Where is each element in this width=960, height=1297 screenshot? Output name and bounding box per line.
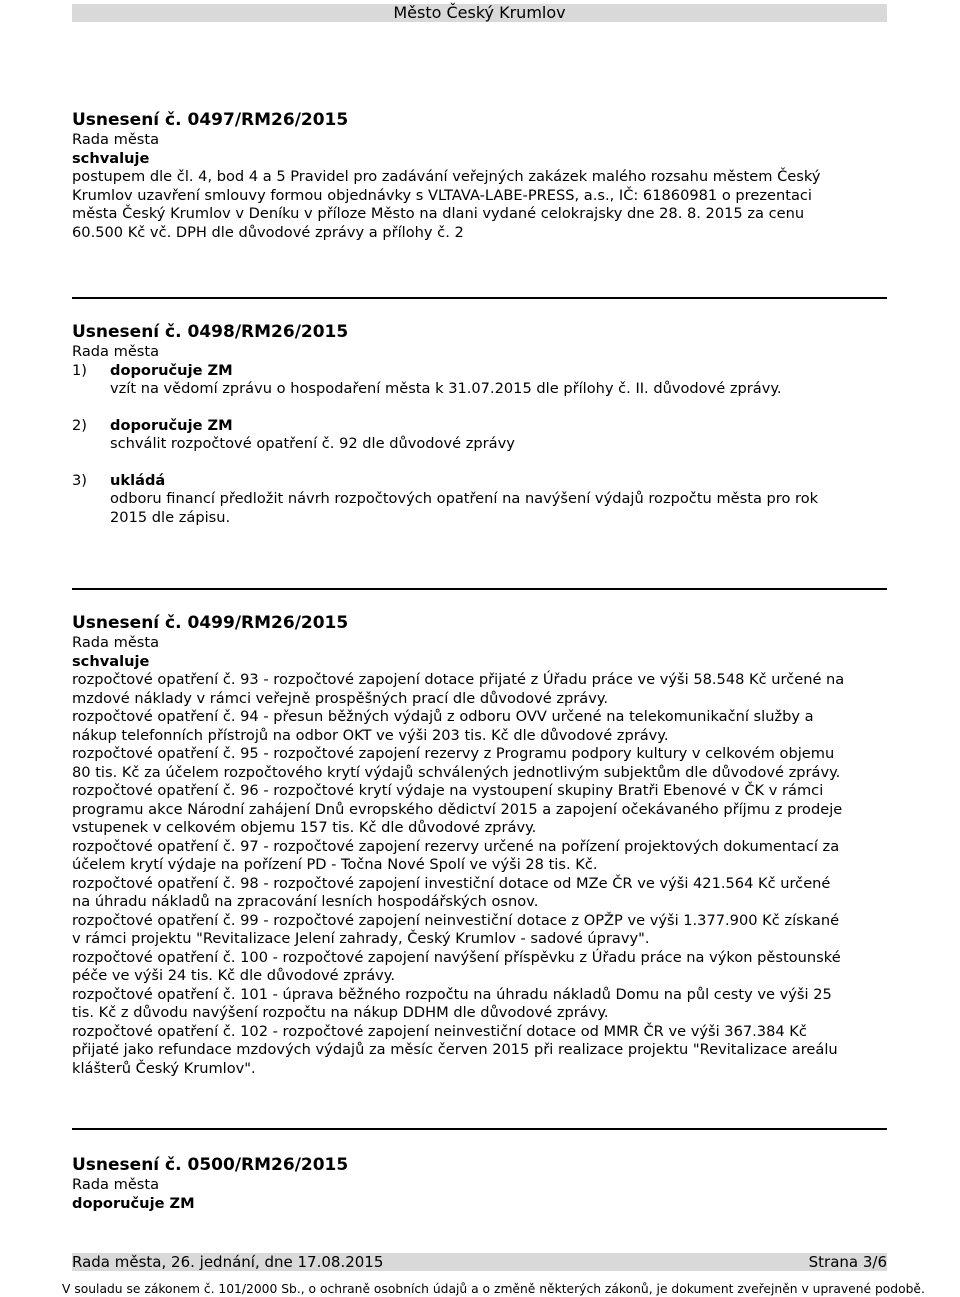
text-line: města Český Krumlov v Deníku v příloze Město na dlani vydané celokrajsky dne 28. 8. 2015 za cenu (72, 205, 805, 222)
resolution-number: Usnesení č. 0500/RM26/2015 (72, 1155, 349, 1175)
separator (72, 588, 887, 590)
resolution-verb: schvaluje (72, 652, 150, 670)
text-line: 80 tis. Kč za účelem rozpočtového krytí výdajů schválených jednotlivým subjektům dle důvodové zprávy. (72, 763, 841, 781)
resolution-item (72, 362, 887, 399)
text-line: vstupenek v celkovém objemu 157 tis. Kč dle důvodové zprávy. (72, 819, 537, 836)
separator (72, 1128, 887, 1130)
resolution-verb: doporučuje ZM (72, 1194, 195, 1212)
resolution-number: Usnesení č. 0499/RM26/2015 (72, 613, 349, 633)
text-line: rozpočtové opatření č. 102 - rozpočtové zapojení neinvestiční dotace od MMR ČR ve výši 367.384 Kč (72, 1022, 807, 1040)
text-line: rozpočtové opatření č. 99 - rozpočtové zapojení neinvestiční dotace z OPŽP ve výši 1.377.900 Kč získané (72, 911, 840, 929)
footer-meeting-info: Rada města, 26. jednání, dne 17.08.2015 (72, 1253, 384, 1271)
privacy-footnote: V souladu se zákonem č. 101/2000 Sb., o ochraně osobních údajů a o změně některých zákonů, je dokument zveřejněn v upravené podobě. (62, 1282, 925, 1296)
text-line: rozpočtové opatření č. 94 - přesun běžných výdajů z odboru OVV určené na telekomunikační služby a (72, 708, 814, 725)
item-number: 1) (72, 361, 87, 379)
resolution-body: Rada města (72, 131, 160, 148)
resolution-verb: schvaluje (72, 149, 150, 167)
item-verb: doporučuje ZM (110, 416, 233, 434)
text-line: nákup telefonních přístrojů na odbor OKT ve výši 203 tis. Kč dle důvodové zprávy. (72, 726, 669, 744)
resolution-0498 (72, 322, 887, 527)
text-line: přijaté jako refundace mzdových výdajů za měsíc červen 2015 při realizace projektu "Revitalizace areálu (72, 1041, 838, 1058)
item-text: 2015 dle zápisu. (110, 508, 231, 526)
text-line: péče ve výši 24 tis. Kč dle důvodové zprávy. (72, 967, 395, 984)
resolution-body: Rada města (72, 1176, 160, 1193)
text-line: rozpočtové opatření č. 93 - rozpočtové zapojení dotace přijaté z Úřadu práce ve výši 58.548 Kč určené na (72, 671, 845, 688)
text-line: na úhradu nákladů na zpracování lesních hospodářských osnov. (72, 893, 539, 910)
text-line: postupem dle čl. 4, bod 4 a 5 Pravidel pro zadávání veřejných zakázek malého rozsahu městem Český (72, 168, 821, 185)
text-line: účelem krytí výdaje na pořízení PD - Točna Nové Spolí ve výši 28 tis. Kč. (72, 856, 598, 873)
text-line: v rámci projektu "Revitalizace Jelení zahrady, Český Krumlov - sadové úpravy". (72, 930, 650, 947)
text-line: rozpočtové opatření č. 95 - rozpočtové zapojení rezervy z Programu podpory kultury v celkovém objemu (72, 745, 835, 762)
text-line: rozpočtové opatření č. 100 - rozpočtové zapojení navýšení příspěvku z Úřadu práce na výkon pěstounské (72, 948, 841, 966)
text-line: tis. Kč z důvodu navýšení rozpočtu na nákup DDHM dle důvodové zprávy. (72, 1004, 609, 1021)
separator (72, 297, 887, 299)
text-line: klášterů Český Krumlov". (72, 1059, 256, 1077)
item-text: vzít na vědomí zprávu o hospodaření města k 31.07.2015 dle přílohy č. II. důvodové zprávy. (110, 380, 782, 397)
text-line: rozpočtové opatření č. 98 - rozpočtové zapojení investiční dotace od MZe ČR ve výši 421.564 Kč určené (72, 874, 831, 892)
resolution-0500 (72, 1155, 887, 1213)
resolution-number: Usnesení č. 0498/RM26/2015 (72, 322, 349, 342)
resolution-0497 (72, 110, 887, 242)
text-line: rozpočtové opatření č. 101 - úprava běžného rozpočtu na úhradu nákladů Domu na půl cesty ve výši 25 (72, 985, 832, 1003)
resolution-text (72, 671, 887, 1078)
text-line: rozpočtové opatření č. 96 - rozpočtové krytí výdaje na vystoupení skupiny Bratři Ebenové v ČK v rámci (72, 782, 824, 799)
text-line: mzdové náklady v rámci veřejně prospěšných prací dle důvodové zprávy. (72, 689, 609, 707)
item-verb: doporučuje ZM (110, 361, 233, 379)
item-number: 3) (72, 471, 87, 489)
resolution-0499 (72, 613, 887, 1078)
text-line: rozpočtové opatření č. 97 - rozpočtové zapojení rezervy určené na pořízení projektových dokumentací za (72, 837, 840, 855)
text-line: Krumlov uzavření smlouvy formou objednávky s VLTAVA-LABE-PRESS, a.s., IČ: 61860981 o prezentaci (72, 186, 812, 204)
page-number: Strana 3/6 (808, 1253, 887, 1271)
item-text: schválit rozpočtové opatření č. 92 dle důvodové zprávy (110, 435, 515, 452)
item-number: 2) (72, 416, 87, 434)
text-line: 60.500 Kč vč. DPH dle důvodové zprávy a přílohy č. 2 (72, 223, 464, 241)
resolution-body: Rada města (72, 343, 160, 360)
item-verb: ukládá (110, 471, 166, 489)
resolution-text (72, 168, 887, 242)
resolution-item (72, 417, 887, 454)
resolution-number: Usnesení č. 0497/RM26/2015 (72, 110, 349, 130)
resolution-body: Rada města (72, 634, 160, 651)
text-line: programu akce Národní zahájení Dnů evropského dědictví 2015 a zapojení očekávaného příjmu z prodeje (72, 800, 843, 818)
resolution-item (72, 472, 887, 528)
page-header: Město Český Krumlov (72, 4, 887, 22)
item-text: odboru financí předložit návrh rozpočtových opatření na navýšení výdajů rozpočtu města pro rok (110, 490, 819, 507)
